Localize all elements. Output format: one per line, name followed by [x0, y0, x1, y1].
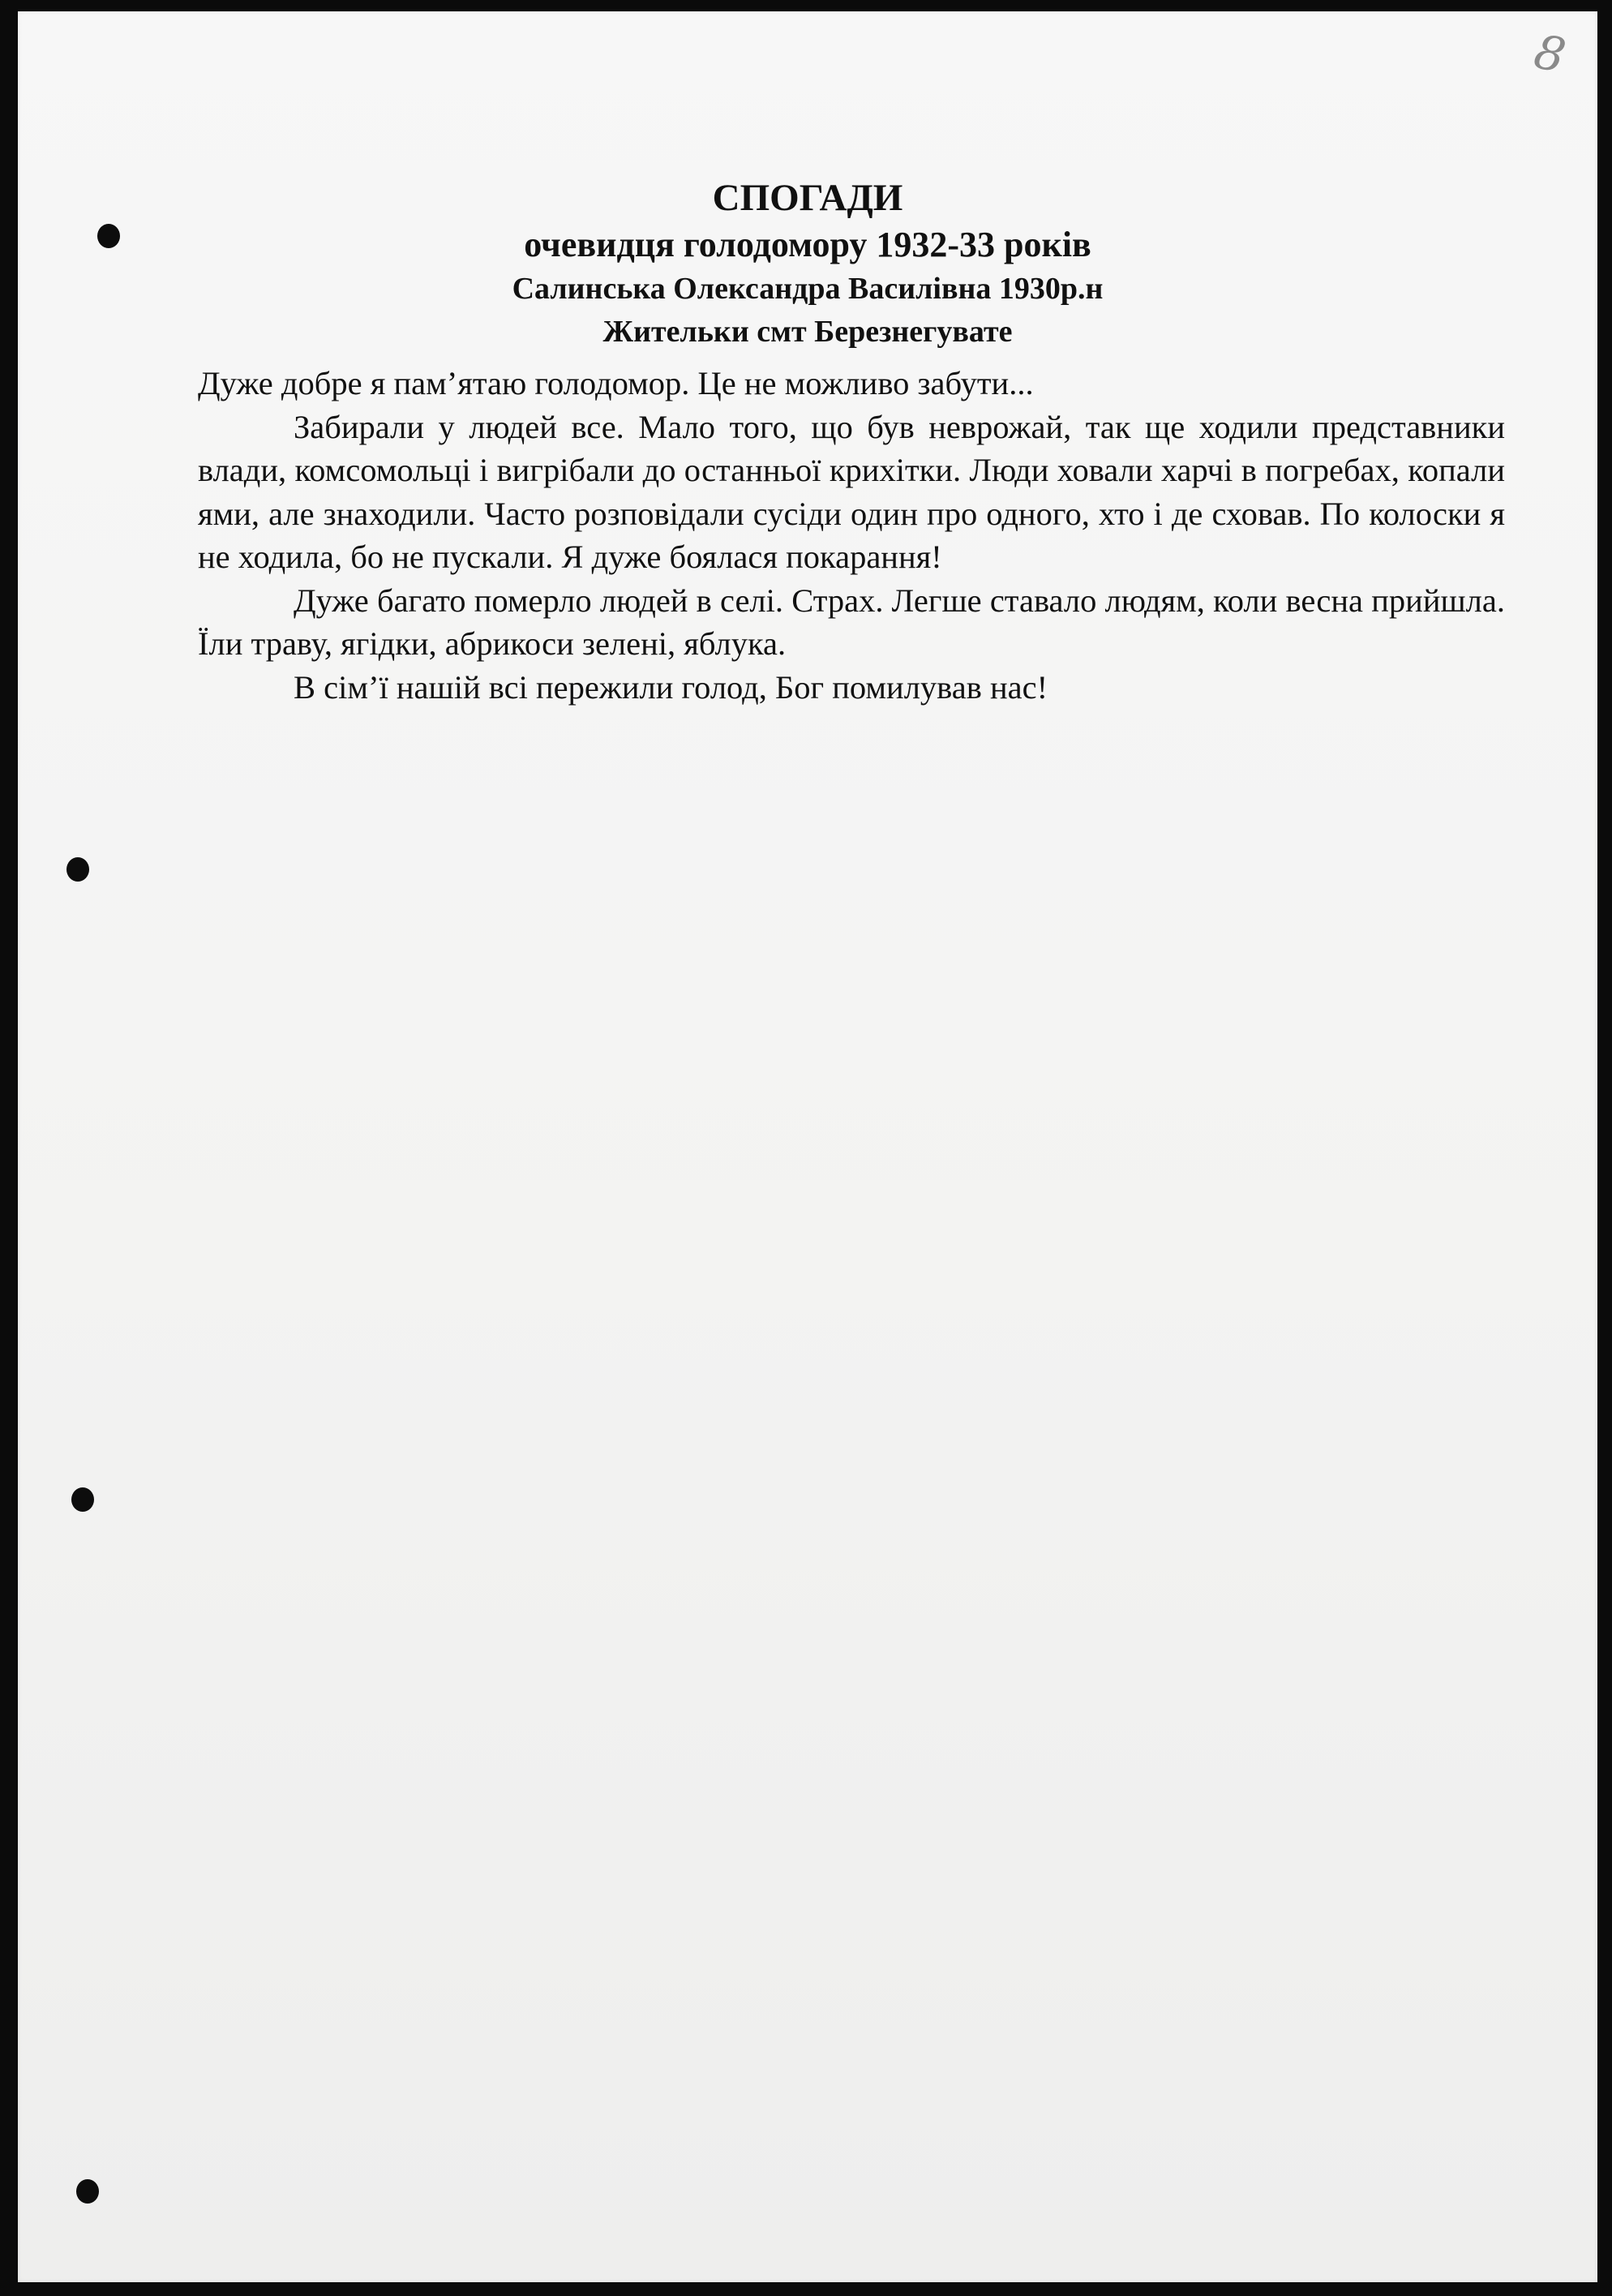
punch-hole [71, 1487, 94, 1512]
document-subtitle: очевидця голодомору 1932-33 років [524, 225, 1091, 264]
document-header [18, 174, 1597, 354]
body-paragraph: Дуже добре я пам’ятаю голодомор. Це не можливо забути... [198, 365, 1034, 401]
document-title: СПОГАДИ [712, 177, 903, 219]
paper-sheet [18, 11, 1597, 2282]
body-paragraph: В сім’ї нашій всі пережили голод, Бог помилував нас! [294, 668, 1048, 706]
punch-hole [66, 857, 89, 882]
punch-hole [76, 2179, 99, 2204]
body-paragraph: Дуже багато померло людей в селі. Страх. Легше ставало людям, коли весна прийшла. Їли траву, ягідки, абрикоси зелені, яблука. [198, 582, 1505, 662]
witness-name: Салинська Олександра Василівна 1930р.н [512, 272, 1104, 306]
handwritten-page-number: 8 [1529, 24, 1569, 84]
witness-residence: Жительки смт Березнегувате [602, 315, 1013, 349]
body-paragraph: Забирали у людей все. Мало того, що був неврожай, так ще ходили представники влади, комсомольці і вигрібали до останньої крихітки. Люди ховали харчі в погребах, копали ями, але знаходили. Часто розповідали сусіди один про одного, хто і де сховав. По колоски я не ходила, бо не пускали. Я дуже боялася покарання! [198, 408, 1505, 575]
document-body [198, 362, 1505, 709]
